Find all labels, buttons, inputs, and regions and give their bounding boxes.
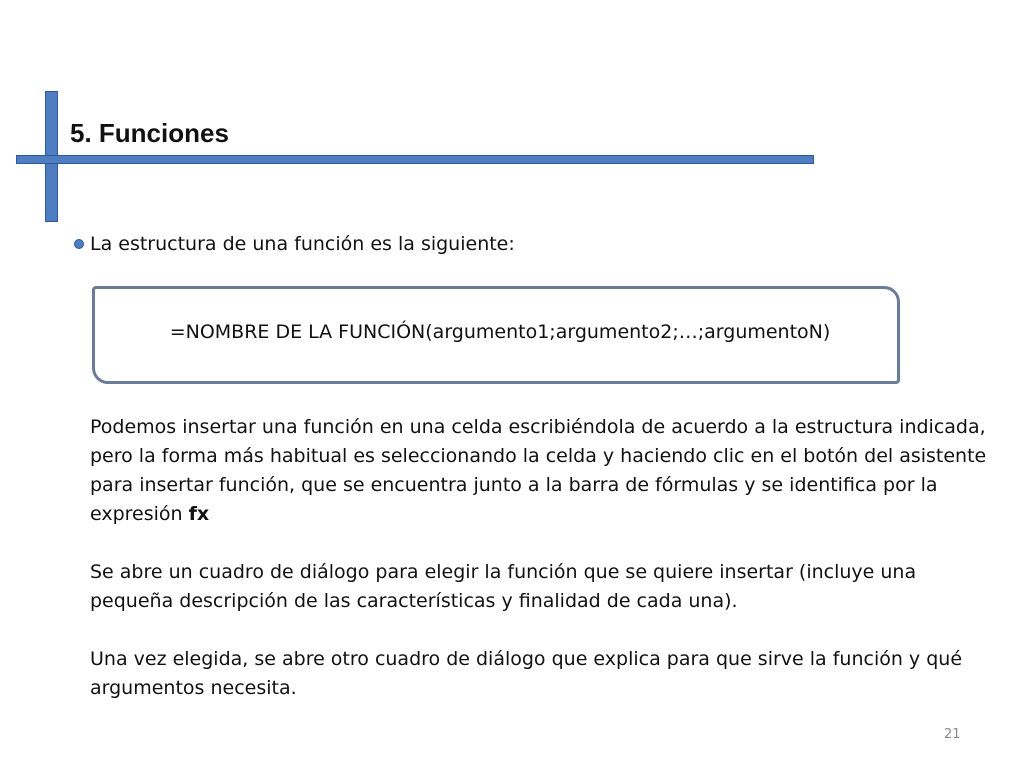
page-number: 21 <box>944 727 961 742</box>
paragraph-dialog-select: Se abre un cuadro de diálogo para elegir la función que se quiere insertar (incluye una pequeña descripción de las características y finalidad de cada una). <box>90 561 917 612</box>
bullet-dot-icon <box>74 239 84 249</box>
fx-emphasis: fx <box>188 503 210 525</box>
slide-title: 5. Funciones <box>70 118 229 148</box>
bullet-text: La estructura de una función es la siguiente: <box>90 233 515 255</box>
paragraph-insert-function <box>90 413 1000 529</box>
horizontal-accent-bar <box>16 155 814 164</box>
body-text <box>90 413 1000 703</box>
paragraph-insert-function-text: Podemos insertar una función en una celda escribiéndola de acuerdo a la estructura indicada, pero la forma más habitual es seleccionando la celda y haciendo clic en el botón del asistente para insertar función, que se encuentra junto a la barra de fórmulas y se identifica por la expresión <box>90 416 987 525</box>
formula-text: =NOMBRE DE LA FUNCIÓN(argumento1;argumento2;…;argumentoN) <box>169 321 831 343</box>
paragraph-dialog-arguments: Una vez elegida, se abre otro cuadro de diálogo que explica para que sirve la función y qué argumentos necesita. <box>90 648 963 699</box>
formula-box <box>92 286 900 384</box>
bullet-item <box>74 233 515 255</box>
